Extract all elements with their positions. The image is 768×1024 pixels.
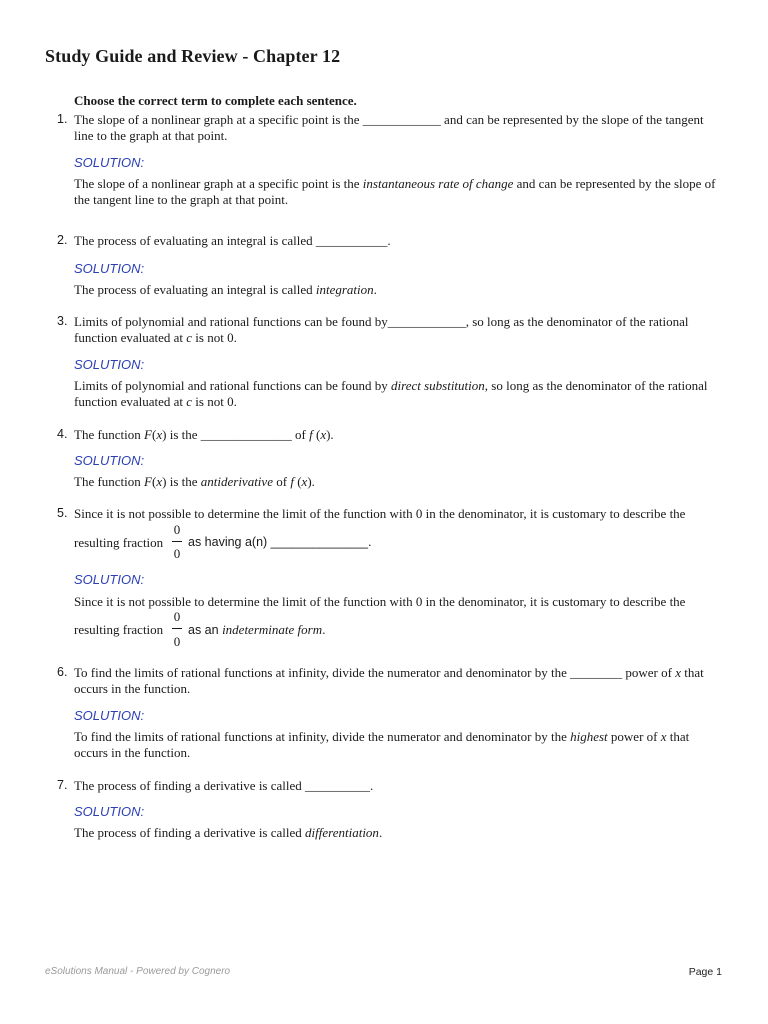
question-number: 4.: [57, 427, 68, 441]
question-text: Limits of polynomial and rational functions can be found by____________, so long as the denominator of the rational function evaluated at c is not 0.: [74, 314, 689, 345]
solution-label: SOLUTION:: [74, 453, 145, 468]
solution-text: To find the limits of rational functions at infinity, divide the numerator and denominator by the highest power of x that occurs in the function.: [74, 729, 690, 760]
page-title: Study Guide and Review - Chapter 12: [45, 46, 341, 66]
solution-label: SOLUTION:: [74, 155, 145, 170]
fraction-numerator: 0: [173, 609, 181, 624]
fraction-numerator: 0: [173, 522, 181, 537]
question-number: 1.: [57, 112, 68, 126]
answer-term: integration: [315, 282, 374, 297]
footer-credit: eSolutions Manual - Powered by Cognero: [45, 966, 231, 977]
answer-term: direct substitution: [391, 378, 485, 393]
question-text: The process of finding a derivative is called __________.: [74, 778, 374, 793]
answer-term: indeterminate form: [222, 622, 323, 637]
answer-term: instantaneous rate of change: [362, 176, 514, 191]
question-number: 6.: [57, 665, 68, 679]
question-text: as having a(n) ______________.: [188, 535, 372, 549]
solution-label: SOLUTION:: [74, 804, 145, 819]
question-text: The slope of a nonlinear graph at a specific point is the ____________ and can be represented by the slope of the tangent line to the graph at that point.: [74, 112, 704, 143]
solution-label: SOLUTION:: [74, 357, 145, 372]
fraction-denominator: 0: [173, 634, 181, 649]
answer-term: differentiation: [305, 825, 379, 840]
solution-text: Limits of polynomial and rational functions can be found by direct substitution, so long as the denominator of the rational function evaluated at c is not 0.: [74, 378, 708, 409]
answer-term: antiderivative: [200, 474, 273, 489]
solution-text: The slope of a nonlinear graph at a specific point is the instantaneous rate of change and can be represented by the slope of the tangent line to the graph at that point.: [74, 176, 716, 207]
page-number: Page 1: [688, 966, 722, 978]
question-number: 2.: [57, 233, 68, 247]
question-text: The process of evaluating an integral is called ___________.: [74, 233, 391, 248]
solution-text: The process of evaluating an integral is called integration.: [74, 282, 377, 297]
fraction-bar: [172, 541, 182, 542]
solution-text: The function F(x) is the antiderivative of f (x).: [74, 474, 315, 489]
question-text: The function F(x) is the ______________ of f (x).: [74, 427, 334, 442]
question-number: 5.: [57, 506, 68, 520]
question-text: resulting fraction: [74, 535, 164, 550]
question-text: To find the limits of rational functions at infinity, divide the numerator and denominator by the ________ power of x that occurs in the function.: [74, 665, 704, 696]
question-text: Since it is not possible to determine the limit of the function with 0 in the denominator, it is customary to describe the: [74, 506, 686, 521]
question-number: 3.: [57, 314, 68, 328]
instructions: Choose the correct term to complete each sentence.: [74, 93, 357, 108]
solution-label: SOLUTION:: [74, 572, 145, 587]
solution-text: Since it is not possible to determine the limit of the function with 0 in the denominator, it is customary to describe the: [74, 594, 686, 609]
solution-text: resulting fraction: [74, 622, 164, 637]
question-number: 7.: [57, 778, 68, 792]
fraction-denominator: 0: [173, 546, 181, 561]
solution-text: as an indeterminate form.: [188, 622, 326, 637]
solution-label: SOLUTION:: [74, 708, 145, 723]
answer-term: highest: [570, 729, 608, 744]
solution-label: SOLUTION:: [74, 261, 145, 276]
solution-text: The process of finding a derivative is called differentiation.: [74, 825, 383, 840]
fraction-bar: [172, 628, 182, 629]
